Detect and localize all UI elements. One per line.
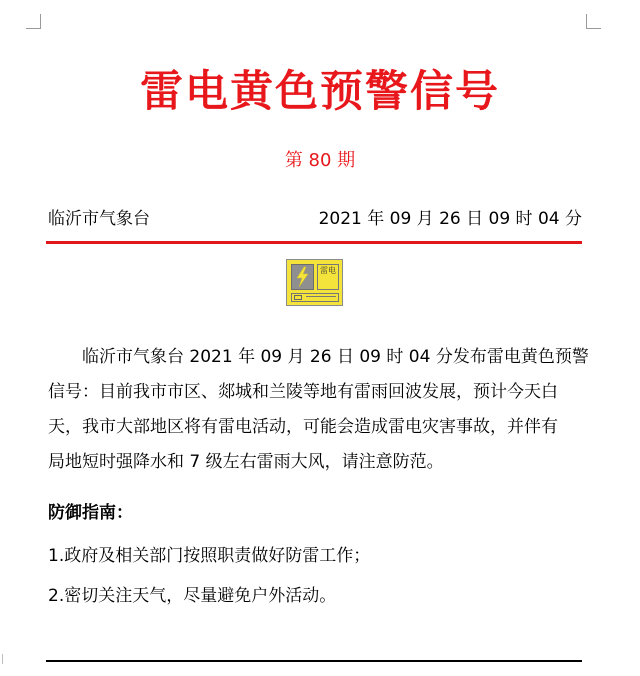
defense-guide-item: 2.密切关注天气，尽量避免户外活动。 xyxy=(48,586,337,606)
body-line: 临沂市气象台 2021 年 09 月 26 日 09 时 04 分发布雷电黄色预警 xyxy=(82,347,589,367)
lightning-yellow-warning-icon xyxy=(286,259,343,306)
lightning-bolt-icon xyxy=(291,264,314,290)
defense-guide-title: 防御指南： xyxy=(48,503,133,523)
warning-body xyxy=(48,340,588,480)
body-line: 局地短时强降水和 7 级左右雷雨大风，请注意防范。 xyxy=(48,452,444,472)
footer-divider xyxy=(46,660,582,662)
body-line: 天，我市大部地区将有雷电活动，可能会造成雷电灾害事故，并伴有 xyxy=(48,417,558,437)
page-corner-mark-top-left xyxy=(26,14,41,29)
page-corner-mark-top-right xyxy=(586,14,601,29)
page-margin-mark xyxy=(2,654,9,664)
issue-number: 第 80 期 xyxy=(284,150,356,171)
document-title: 雷电黄色预警信号 xyxy=(140,67,500,117)
issuer: 临沂市气象台 xyxy=(48,209,150,229)
issue-datetime: 2021 年 09 月 26 日 09 时 04 分 xyxy=(318,209,582,229)
header-divider xyxy=(46,241,582,244)
signal-label: 雷电 xyxy=(317,264,339,290)
body-line: 信号：目前我市市区、郯城和兰陵等地有雷雨回波发展，预计今天白 xyxy=(48,382,558,402)
defense-guide-item: 1.政府及相关部门按照职责做好防雷工作； xyxy=(48,546,371,566)
signal-bottom-strip xyxy=(291,293,339,302)
